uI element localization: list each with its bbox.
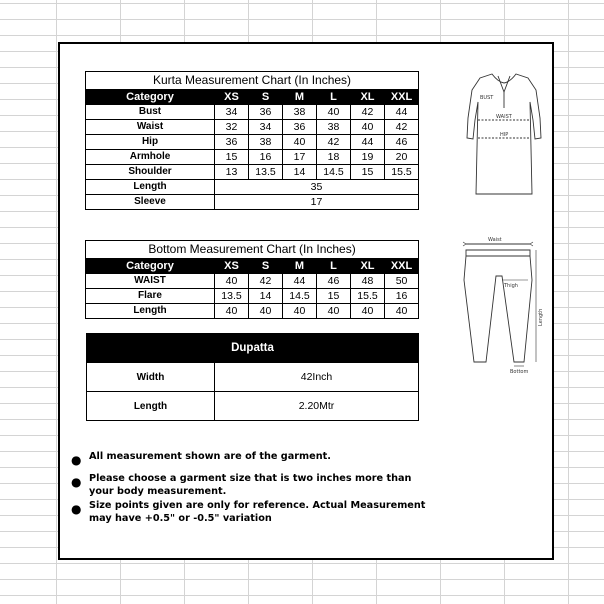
row-label: Flare	[86, 289, 215, 304]
cell-value: 44	[283, 274, 317, 289]
cell-value: 2.20Mtr	[215, 392, 419, 421]
row-label: Length	[86, 304, 215, 319]
cell-value: 13.5	[249, 165, 283, 180]
cell-value: 14	[283, 165, 317, 180]
dupatta-title: Dupatta	[87, 334, 419, 363]
table-row	[86, 165, 419, 180]
row-label: Bust	[86, 105, 215, 120]
cell-value: 40	[351, 304, 385, 319]
cell-value: 15.5	[351, 289, 385, 304]
bullet-icon: ●	[71, 502, 82, 516]
cell-value: 17	[283, 150, 317, 165]
header-size-xxl: XXL	[385, 259, 419, 274]
pants-waist-label: Waist	[488, 237, 502, 243]
cell-value: 19	[351, 150, 385, 165]
header-size-m: M	[283, 259, 317, 274]
cell-value: 50	[385, 274, 419, 289]
cell-value: 15	[351, 165, 385, 180]
kurta-neckline	[498, 76, 510, 92]
list-item	[68, 450, 428, 467]
pants-thigh-label: Thigh	[504, 283, 518, 289]
header-size-xl: XL	[351, 259, 385, 274]
header-size-l: L	[317, 259, 351, 274]
cell-value: 46	[385, 135, 419, 150]
cell-value: 42	[385, 120, 419, 135]
table-row	[86, 274, 419, 289]
header-category: Category	[86, 90, 215, 105]
bottom-table-title: Bottom Measurement Chart (In Inches)	[86, 241, 419, 259]
row-label: WAIST	[86, 274, 215, 289]
kurta-illustration	[462, 68, 546, 200]
cell-value: 40	[215, 304, 249, 319]
cell-value: 13.5	[215, 289, 249, 304]
table-row	[87, 363, 419, 392]
cell-value: 13	[215, 165, 249, 180]
table-row	[86, 289, 419, 304]
header-category: Category	[86, 259, 215, 274]
cell-value: 16	[385, 289, 419, 304]
cell-value: 36	[283, 120, 317, 135]
bottom-header-row	[86, 259, 419, 274]
pants-illustration	[458, 234, 550, 378]
cell-value: 42	[351, 105, 385, 120]
list-item	[68, 499, 446, 525]
cell-value: 14.5	[283, 289, 317, 304]
cell-value: 35	[215, 180, 419, 195]
cell-value: 40	[317, 105, 351, 120]
header-size-s: S	[249, 90, 283, 105]
cell-value: 38	[283, 105, 317, 120]
cell-value: 40	[351, 120, 385, 135]
cell-value: 46	[317, 274, 351, 289]
cell-value: 42Inch	[215, 363, 419, 392]
dupatta-table	[86, 333, 419, 421]
table-row	[86, 135, 419, 150]
cell-value: 40	[317, 304, 351, 319]
cell-value: 32	[215, 120, 249, 135]
row-label: Length	[86, 180, 215, 195]
cell-value: 15	[317, 289, 351, 304]
bottom-measurement-table	[85, 240, 419, 319]
table-row	[86, 180, 419, 195]
size-notes	[68, 450, 446, 525]
note-text: All measurement shown are of the garment.	[89, 451, 331, 462]
row-label: Length	[87, 392, 215, 421]
cell-value: 40	[385, 304, 419, 319]
kurta-waist-label: WAIST	[496, 114, 512, 120]
row-label: Hip	[86, 135, 215, 150]
cell-value: 18	[317, 150, 351, 165]
cell-value: 16	[249, 150, 283, 165]
cell-value: 42	[249, 274, 283, 289]
cell-value: 14.5	[317, 165, 351, 180]
table-row	[86, 304, 419, 319]
bullet-icon: ●	[71, 453, 82, 467]
cell-value: 42	[317, 135, 351, 150]
cell-value: 38	[317, 120, 351, 135]
header-size-xl: XL	[351, 90, 385, 105]
pants-length-label: Length	[538, 308, 544, 326]
kurta-header-row	[86, 90, 419, 105]
table-row	[86, 120, 419, 135]
cell-value: 15	[215, 150, 249, 165]
note-text: Please choose a garment size that is two inches more than your body measurement.	[89, 473, 412, 497]
cell-value: 34	[215, 105, 249, 120]
row-label: Waist	[86, 120, 215, 135]
cell-value: 36	[249, 105, 283, 120]
cell-value: 48	[351, 274, 385, 289]
cell-value: 40	[283, 304, 317, 319]
header-size-xs: XS	[215, 259, 249, 274]
cell-value: 38	[249, 135, 283, 150]
cell-value: 40	[249, 304, 283, 319]
cell-value: 34	[249, 120, 283, 135]
pants-bottom-label: Bottom	[510, 369, 529, 375]
bullet-icon: ●	[71, 475, 82, 489]
header-size-xxl: XXL	[385, 90, 419, 105]
header-size-s: S	[249, 259, 283, 274]
cell-value: 44	[385, 105, 419, 120]
list-item	[68, 472, 428, 498]
cell-value: 15.5	[385, 165, 419, 180]
cell-value: 17	[215, 195, 419, 210]
header-size-m: M	[283, 90, 317, 105]
table-row	[86, 195, 419, 210]
cell-value: 36	[215, 135, 249, 150]
kurta-bust-label: BUST	[480, 95, 494, 101]
header-size-l: L	[317, 90, 351, 105]
table-row	[86, 105, 419, 120]
note-text: Size points given are only for reference. Actual Measurement may have +0.5" or -0.5" variation	[89, 500, 446, 524]
row-label: Sleeve	[86, 195, 215, 210]
cell-value: 14	[249, 289, 283, 304]
cell-value: 20	[385, 150, 419, 165]
kurta-table-title: Kurta Measurement Chart (In Inches)	[86, 72, 419, 90]
table-row	[87, 392, 419, 421]
cell-value: 40	[283, 135, 317, 150]
table-row	[86, 150, 419, 165]
cell-value: 44	[351, 135, 385, 150]
kurta-measurement-table	[85, 71, 419, 210]
pants-outline	[464, 250, 532, 362]
cell-value: 40	[215, 274, 249, 289]
row-label: Armhole	[86, 150, 215, 165]
kurta-hip-label: HIP	[500, 132, 509, 138]
header-size-xs: XS	[215, 90, 249, 105]
row-label: Width	[87, 363, 215, 392]
row-label: Shoulder	[86, 165, 215, 180]
